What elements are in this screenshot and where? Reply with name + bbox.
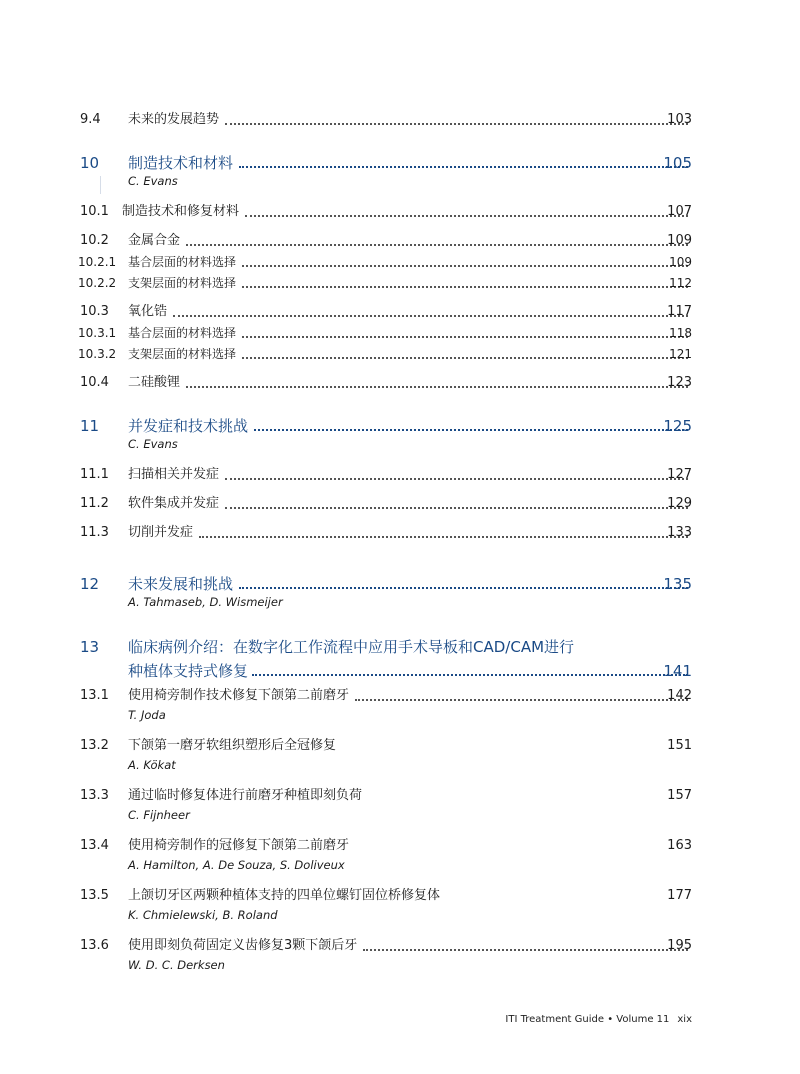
section-title: 金属合金	[128, 233, 181, 248]
section-title: 氧化锆	[128, 304, 168, 319]
section-number: 10.3.1	[78, 326, 117, 340]
section-number: 13.6	[80, 938, 109, 953]
section-number: 10.4	[80, 375, 109, 390]
page-number: 127	[667, 467, 692, 482]
chapter-title-line1: 临床病例介绍：在数字化工作流程中应用手术导板和CAD/CAM进行	[128, 638, 575, 656]
chapter-number: 10	[80, 154, 100, 172]
page-number: 157	[667, 788, 692, 803]
section-number: 10.1	[80, 204, 109, 219]
toc-entry[interactable]	[0, 202, 800, 222]
author: W. D. C. Derksen	[128, 958, 225, 972]
chapter-title: 制造技术和材料	[128, 154, 234, 172]
page-number: 177	[667, 888, 692, 903]
dot-leader	[242, 336, 688, 338]
chapter-entry[interactable]	[0, 152, 800, 174]
section-title: 使用椅旁制作的冠修复下颌第二前磨牙	[128, 838, 350, 853]
dot-leader	[239, 166, 688, 168]
dot-leader	[252, 674, 688, 676]
toc-entry[interactable]	[0, 786, 800, 806]
toc-entry[interactable]	[0, 686, 800, 706]
author: A. Kökat	[128, 758, 176, 772]
section-number: 13.5	[80, 888, 109, 903]
page-number: 103	[667, 112, 692, 127]
chapter-title: 未来发展和挑战	[128, 575, 234, 593]
section-number: 9.4	[80, 112, 101, 127]
toc-entry[interactable]	[0, 344, 800, 364]
chapter-entry[interactable]	[0, 415, 800, 437]
section-number: 13.4	[80, 838, 109, 853]
section-number: 13.2	[80, 738, 109, 753]
page-number: 118	[669, 326, 692, 340]
page-number: 141	[663, 662, 692, 680]
dot-leader	[355, 699, 688, 701]
dot-leader	[242, 265, 688, 267]
page-number: 121	[669, 347, 692, 361]
page-number: 133	[667, 525, 692, 540]
page-number: 135	[663, 575, 692, 593]
page-number: 129	[667, 496, 692, 511]
page-number: 163	[667, 838, 692, 853]
chapter-title: 并发症和技术挑战	[128, 417, 249, 435]
page-number: 117	[667, 304, 692, 319]
author: C. Fijnheer	[128, 808, 190, 822]
author: A. Tahmaseb, D. Wismeijer	[128, 595, 283, 609]
toc-entry[interactable]	[0, 273, 800, 293]
section-title: 基合层面的材料选择	[128, 255, 237, 269]
toc-entry[interactable]	[0, 231, 800, 251]
section-number: 13.1	[80, 688, 109, 703]
section-number: 13.3	[80, 788, 109, 803]
author: K. Chmielewski, B. Roland	[128, 908, 278, 922]
section-number: 11.3	[80, 525, 109, 540]
page-number: 123	[667, 375, 692, 390]
dot-leader	[363, 949, 688, 951]
toc-entry[interactable]	[0, 736, 800, 756]
toc-entry[interactable]	[0, 465, 800, 485]
page-number: 107	[667, 204, 692, 219]
chapter-number: 12	[80, 575, 100, 593]
toc-entry[interactable]	[0, 936, 800, 956]
toc-entry[interactable]	[0, 302, 800, 322]
section-title: 基合层面的材料选择	[128, 326, 237, 340]
section-title: 二硅酸锂	[128, 375, 181, 390]
section-title: 软件集成并发症	[128, 496, 220, 511]
chapter-title-line2: 种植体支持式修复	[128, 662, 249, 680]
dot-leader	[225, 478, 688, 480]
section-title: 支架层面的材料选择	[128, 276, 237, 290]
section-title: 使用椅旁制作技术修复下颌第二前磨牙	[128, 688, 350, 703]
section-title: 通过临时修复体进行前磨牙种植即刻负荷	[128, 788, 363, 803]
section-title: 未来的发展趋势	[128, 112, 220, 127]
dot-leader	[242, 357, 688, 359]
toc-entry[interactable]	[0, 252, 800, 272]
toc-entry[interactable]	[0, 110, 800, 130]
page-number: 109	[667, 233, 692, 248]
page-number: 125	[663, 417, 692, 435]
section-number: 11.2	[80, 496, 109, 511]
section-title: 下颌第一磨牙软组织塑形后全冠修复	[128, 738, 337, 753]
toc-entry[interactable]	[0, 373, 800, 393]
footer-page-number: xix	[677, 1014, 692, 1025]
chapter-number: 13	[80, 638, 100, 656]
dot-leader	[225, 123, 688, 125]
section-title: 制造技术和修复材料	[122, 204, 240, 219]
dot-leader	[254, 429, 688, 431]
section-title: 支架层面的材料选择	[128, 347, 237, 361]
page-number: 151	[667, 738, 692, 753]
chapter-entry[interactable]	[0, 573, 800, 595]
toc-entry[interactable]	[0, 523, 800, 543]
dot-leader	[186, 386, 688, 388]
section-number: 10.2	[80, 233, 109, 248]
dot-leader	[242, 286, 688, 288]
toc-entry[interactable]	[0, 323, 800, 343]
footer-text: ITI Treatment Guide • Volume 11	[505, 1014, 670, 1025]
section-title: 切削并发症	[128, 525, 194, 540]
dot-leader	[199, 536, 688, 538]
chapter-tick	[100, 176, 101, 194]
dot-leader	[173, 315, 688, 317]
page-number: 112	[669, 276, 692, 290]
author: C. Evans	[128, 174, 178, 188]
dot-leader	[245, 215, 688, 217]
dot-leader	[186, 244, 688, 246]
section-number: 10.3.2	[78, 347, 117, 361]
dot-leader	[239, 587, 688, 589]
section-number: 10.2.1	[78, 255, 117, 269]
section-number: 10.2.2	[78, 276, 117, 290]
page-number: 142	[667, 688, 692, 703]
section-number: 10.3	[80, 304, 109, 319]
chapter-number: 11	[80, 417, 100, 435]
section-title: 上颌切牙区两颗种植体支持的四单位螺钉固位桥修复体	[128, 888, 441, 903]
page-footer	[505, 1014, 692, 1025]
author: A. Hamilton, A. De Souza, S. Doliveux	[128, 858, 345, 872]
page-number: 109	[669, 255, 692, 269]
page-number: 195	[667, 938, 692, 953]
author: T. Joda	[128, 708, 166, 722]
section-number: 11.1	[80, 467, 109, 482]
dot-leader	[225, 507, 688, 509]
toc-entry[interactable]	[0, 494, 800, 514]
toc-entry[interactable]	[0, 836, 800, 856]
section-title: 使用即刻负荷固定义齿修复3颗下颌后牙	[128, 938, 358, 953]
toc-entry[interactable]	[0, 886, 800, 906]
page-number: 105	[663, 154, 692, 172]
section-title: 扫描相关并发症	[128, 467, 220, 482]
author: C. Evans	[128, 437, 178, 451]
